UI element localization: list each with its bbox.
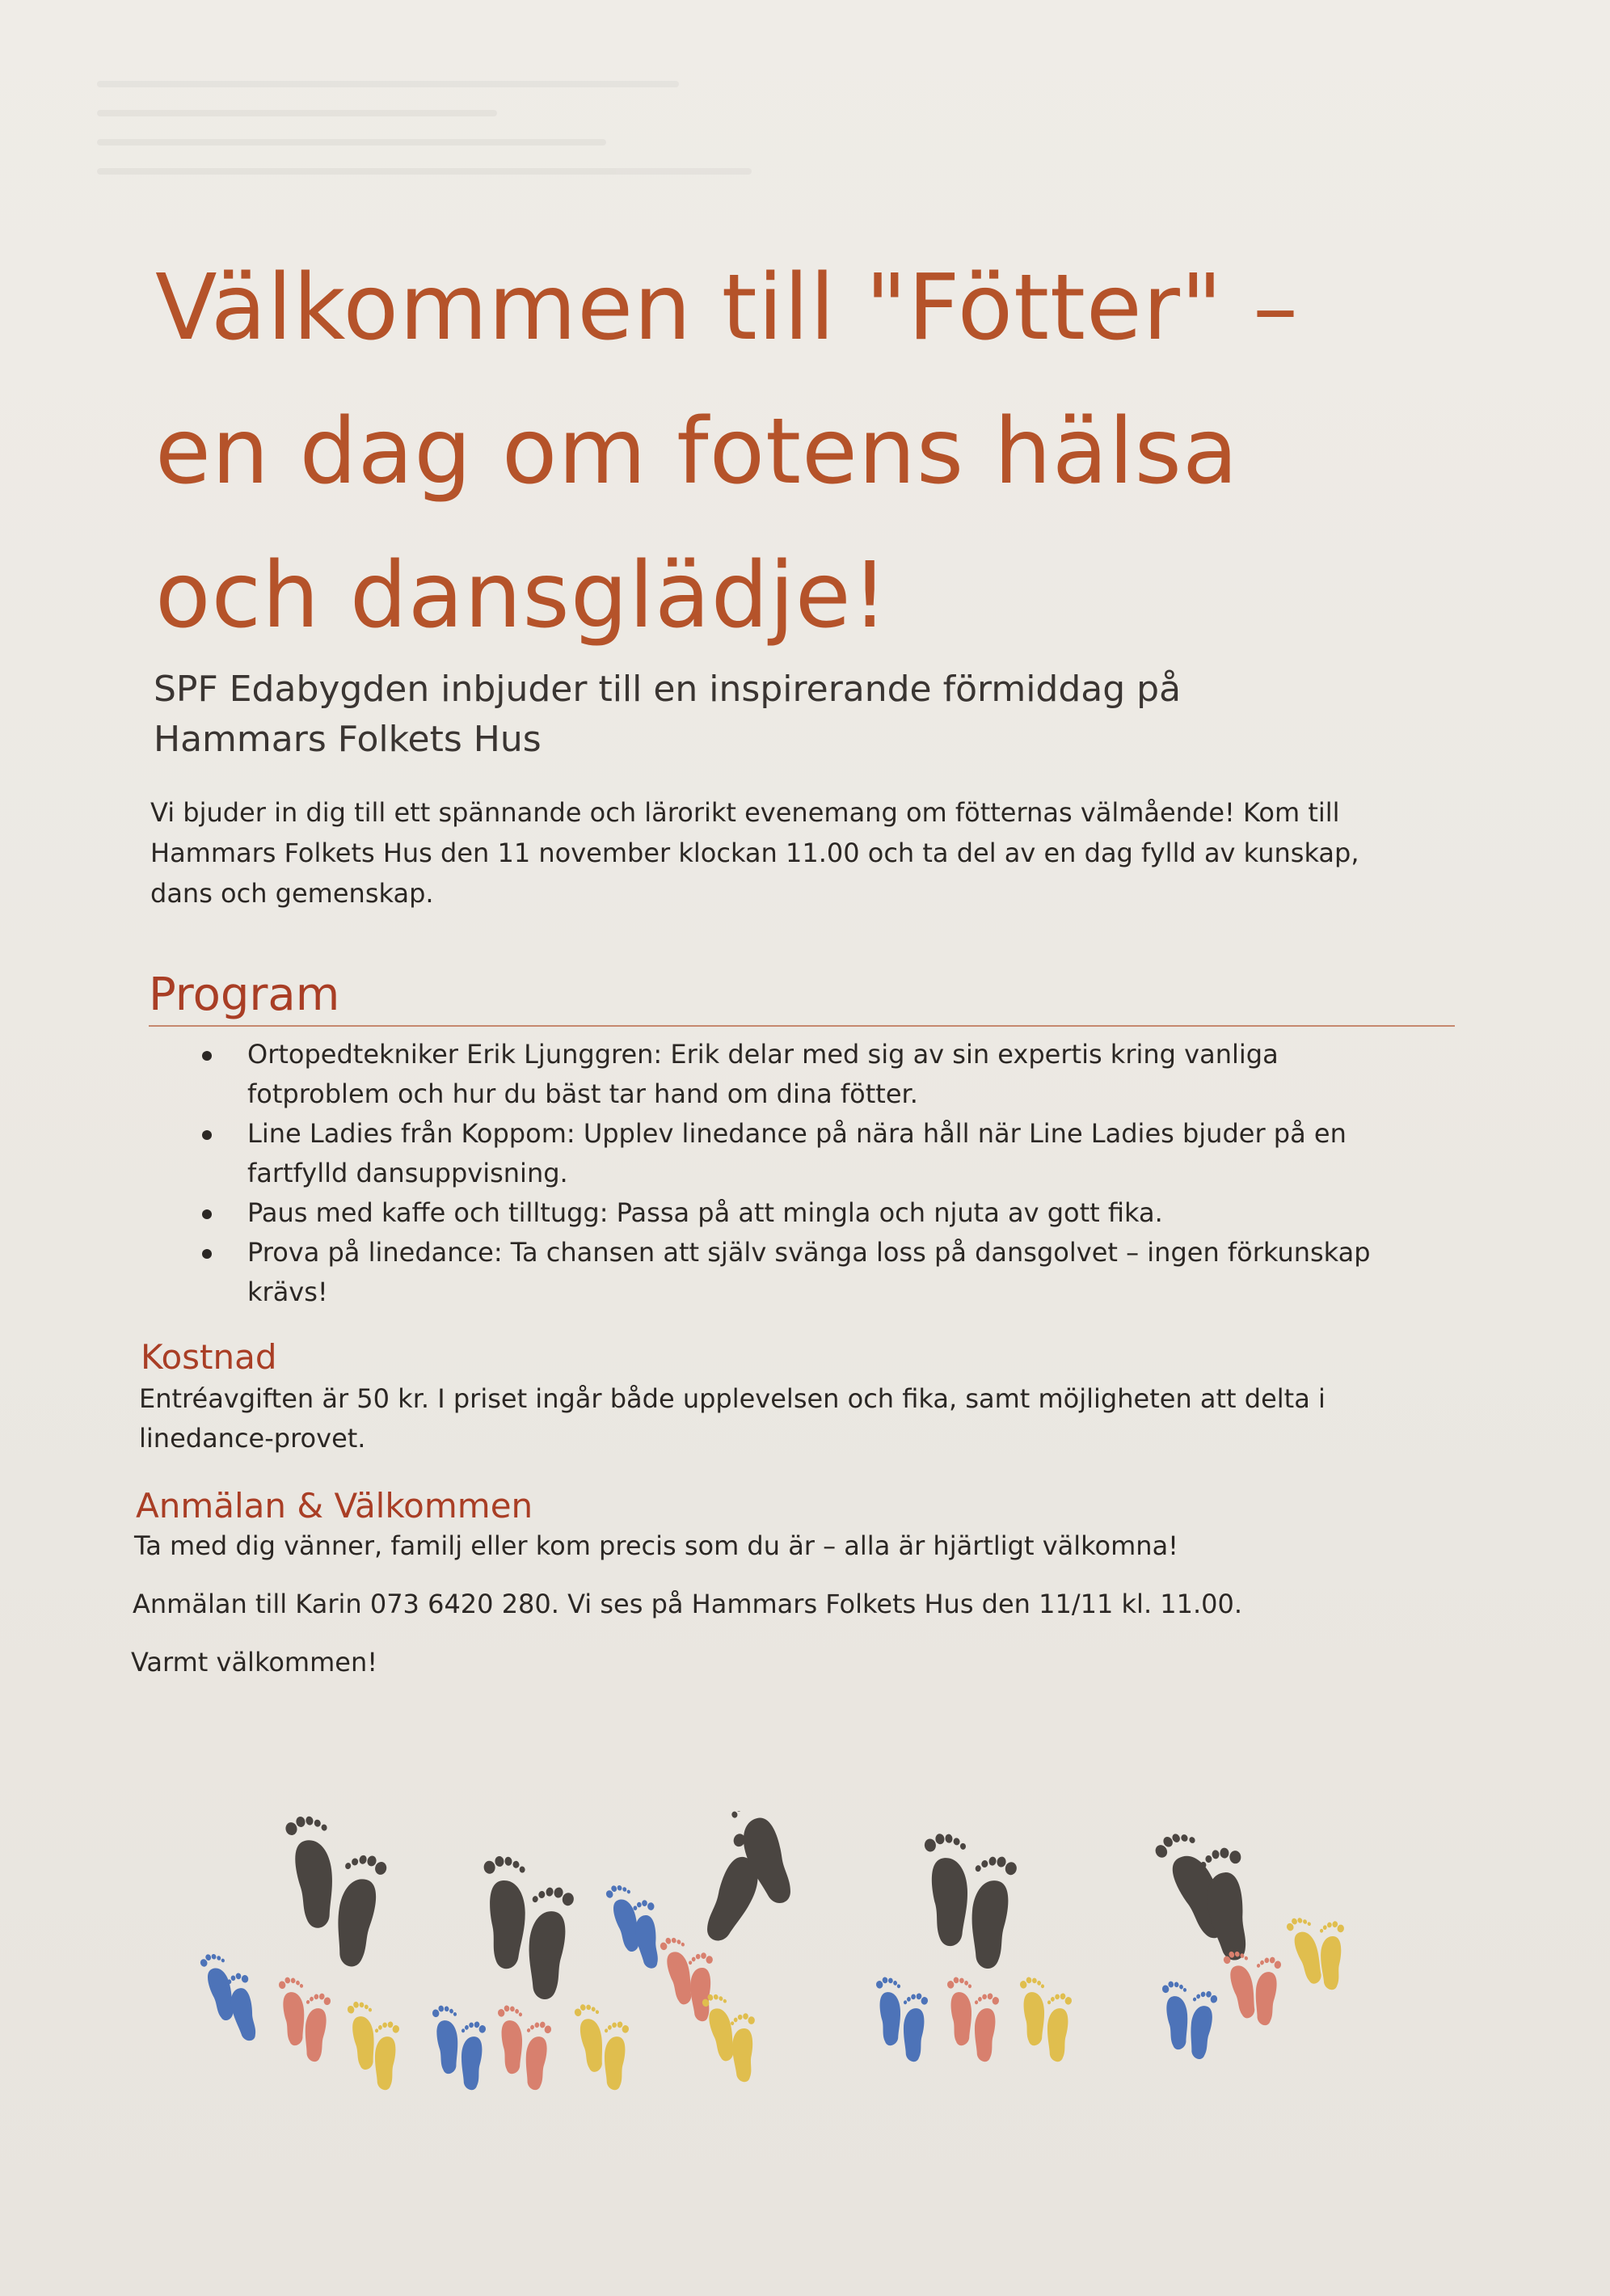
footprint-icon	[284, 1812, 389, 1969]
program-item	[202, 1114, 1463, 1193]
bullet-icon	[202, 1209, 212, 1219]
intro-paragraph	[150, 792, 1460, 914]
program-item-line: krävs!	[247, 1277, 328, 1307]
flyer-subtitle	[154, 665, 1511, 765]
title-line: och dansglädje!	[155, 543, 889, 648]
anmalan-closing-text: Varmt välkommen!	[131, 1647, 378, 1678]
program-divider	[149, 1025, 1455, 1027]
flyer-title	[155, 236, 1529, 668]
program-item	[202, 1193, 1463, 1233]
footprints-illustration	[0, 1811, 1610, 2150]
footprint-icon	[1152, 1825, 1249, 1962]
title-line: Välkommen till "Fötter" –	[155, 255, 1299, 361]
anmalan-contact-text: Anmälan till Karin 073 6420 280. Vi ses på Hammars Folkets Hus den 11/11 kl. 11.00.	[133, 1589, 1243, 1619]
kostnad-line: linedance-provet.	[139, 1423, 366, 1454]
program-item-line: Prova på linedance: Ta chansen att själv svänga loss på dansgolvet – ingen förkunskap	[247, 1237, 1371, 1268]
program-item	[202, 1233, 1463, 1312]
program-item-line: Line Ladies från Koppom: Upplev linedance på nära håll när Line Ladies bjuder på en	[247, 1118, 1347, 1149]
subtitle-line: SPF Edabygden inbjuder till en inspirerande förmiddag på	[154, 669, 1182, 710]
footprint-icon	[483, 1854, 575, 2002]
program-item-line: fotproblem och hur du bäst tar hand om dina fötter.	[247, 1078, 918, 1109]
bullet-icon	[202, 1051, 212, 1061]
subtitle-line: Hammars Folkets Hus	[154, 719, 542, 760]
anmalan-invite-text: Ta med dig vänner, familj eller kom precis som du är – alla är hjärtligt välkomna!	[134, 1530, 1178, 1561]
footprint-icon	[923, 1830, 1018, 1971]
bullet-icon	[202, 1249, 212, 1259]
program-item-line: Paus med kaffe och tilltugg: Passa på att mingla och njuta av gott fika.	[247, 1197, 1163, 1228]
kostnad-heading: Kostnad	[141, 1337, 277, 1377]
title-line: en dag om fotens hälsa	[155, 399, 1239, 504]
intro-line: dans och gemenskap.	[150, 878, 434, 909]
footprint-icon	[702, 1811, 795, 1948]
kostnad-line: Entréavgiften är 50 kr. I priset ingår både upplevelsen och fika, samt möjligheten att delta i	[139, 1383, 1326, 1414]
bullet-icon	[202, 1130, 212, 1140]
kostnad-paragraph	[139, 1379, 1465, 1458]
intro-line: Hammars Folkets Hus den 11 november klockan 11.00 och ta del av en dag fylld av kunskap,	[150, 838, 1359, 868]
anmalan-heading: Anmälan & Välkommen	[136, 1486, 533, 1526]
program-item-line: Ortopedtekniker Erik Ljunggren: Erik delar med sig av sin expertis kring vanliga	[247, 1039, 1279, 1070]
intro-line: Vi bjuder in dig till ett spännande och lärorikt evenemang om fötternas välmående! Kom till	[150, 797, 1340, 828]
program-heading: Program	[149, 969, 340, 1021]
footprint-icon	[432, 1880, 756, 2091]
footprint-icon	[1161, 1913, 1345, 2060]
bleed-through-text	[97, 81, 824, 226]
footprint-icon	[198, 1949, 400, 2091]
program-list	[202, 1035, 1463, 1312]
program-item	[202, 1035, 1463, 1114]
program-item-line: fartfylld dansuppvisning.	[247, 1158, 568, 1188]
footprint-icon	[875, 1975, 1073, 2062]
